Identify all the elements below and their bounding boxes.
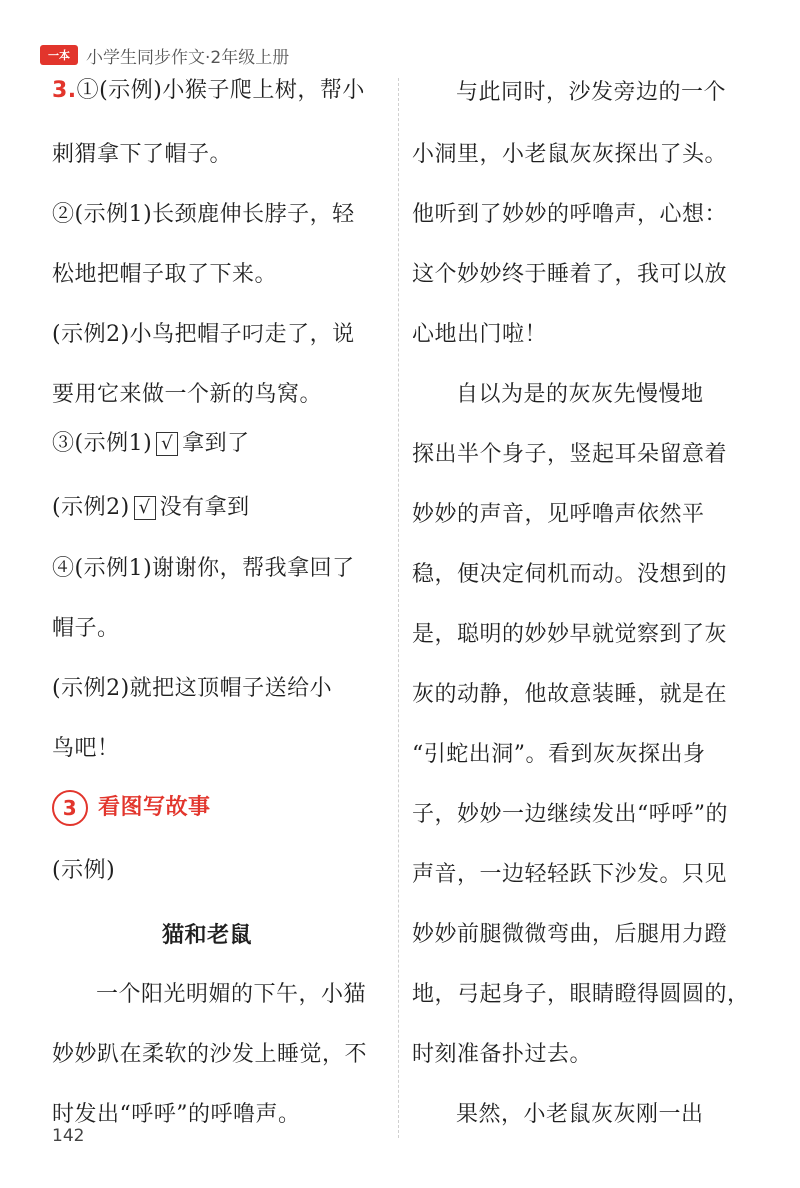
- answer-line: 要用它来做一个新的鸟窝。: [52, 382, 323, 407]
- answer-line: 鸟吧！: [52, 736, 120, 761]
- answer-line: ④(示例1)谢谢你，帮我拿回了: [52, 556, 355, 581]
- answer-line: (示例2)就把这顶帽子送给小: [52, 676, 333, 701]
- story-line: 他听到了妙妙的呼噜声，心想：: [412, 202, 728, 227]
- story-line: 子，妙妙一边继续发出“呼呼”的: [412, 802, 728, 827]
- story-line: 稳，便决定伺机而动。没想到的: [412, 562, 728, 587]
- section-title: 看图写故事: [98, 795, 211, 820]
- section-heading: [52, 790, 211, 826]
- check-box: √: [134, 496, 156, 520]
- answer-line: 刺猬拿下了帽子。: [52, 142, 233, 167]
- story-line: “引蛇出洞”。看到灰灰探出身: [412, 742, 706, 767]
- example-label: (示例2): [52, 495, 130, 520]
- answer-line: [52, 432, 250, 456]
- story-line: 一个阳光明媚的下午，小猫: [96, 982, 367, 1007]
- story-line: 声音，一边轻轻跃下沙发。只见: [412, 862, 728, 887]
- page-number: 142: [52, 1126, 85, 1146]
- publisher-logo: 一本: [40, 45, 78, 65]
- answer-text: ①(示例)小猴子爬上树，帮小: [76, 78, 365, 103]
- story-line: 这个妙妙终于睡着了，我可以放: [412, 262, 728, 287]
- story-line: 妙妙前腿微微弯曲，后腿用力蹬: [412, 922, 728, 947]
- section-number: 3: [52, 790, 88, 826]
- answer-line: [52, 80, 365, 102]
- answer-text: 没有拿到: [159, 495, 250, 520]
- story-title: 猫和老鼠: [162, 922, 253, 948]
- story-line: 时刻准备扑过去。: [412, 1042, 593, 1067]
- story-line: 妙妙趴在柔软的沙发上睡觉，不: [52, 1042, 368, 1067]
- story-line: 探出半个身子，竖起耳朵留意着: [412, 442, 728, 467]
- story-line: 灰的动静，他故意装睡，就是在: [412, 682, 728, 707]
- story-line: 地，弓起身子，眼睛瞪得圆圆的，: [412, 982, 750, 1007]
- example-label: (示例): [52, 858, 116, 883]
- story-line: 果然，小老鼠灰灰刚一出: [456, 1102, 704, 1127]
- story-line: 妙妙的声音，见呼噜声依然平: [412, 502, 705, 527]
- column-divider: [398, 78, 399, 1138]
- check-box: √: [156, 432, 178, 456]
- question-number: 3.: [52, 78, 77, 103]
- story-line: 自以为是的灰灰先慢慢地: [456, 382, 704, 407]
- story-line: 是，聪明的妙妙早就觉察到了灰: [412, 622, 728, 647]
- page-header: [40, 40, 289, 70]
- story-line: 心地出门啦！: [412, 322, 548, 347]
- story-line: 与此同时，沙发旁边的一个: [456, 80, 727, 105]
- answer-line: 松地把帽子取了下来。: [52, 262, 278, 287]
- answer-line: [52, 496, 250, 520]
- story-line: 小洞里，小老鼠灰灰探出了头。: [412, 142, 728, 167]
- example-label: ③(示例1): [52, 431, 153, 456]
- answer-line: 帽子。: [52, 616, 120, 641]
- book-title: 小学生同步作文·2年级上册: [86, 47, 290, 68]
- answer-line: (示例2)小鸟把帽子叼走了，说: [52, 322, 355, 347]
- answer-line: ②(示例1)长颈鹿伸长脖子，轻: [52, 202, 355, 227]
- story-line: 时发出“呼呼”的呼噜声。: [52, 1102, 301, 1127]
- answer-text: 拿到了: [182, 431, 250, 456]
